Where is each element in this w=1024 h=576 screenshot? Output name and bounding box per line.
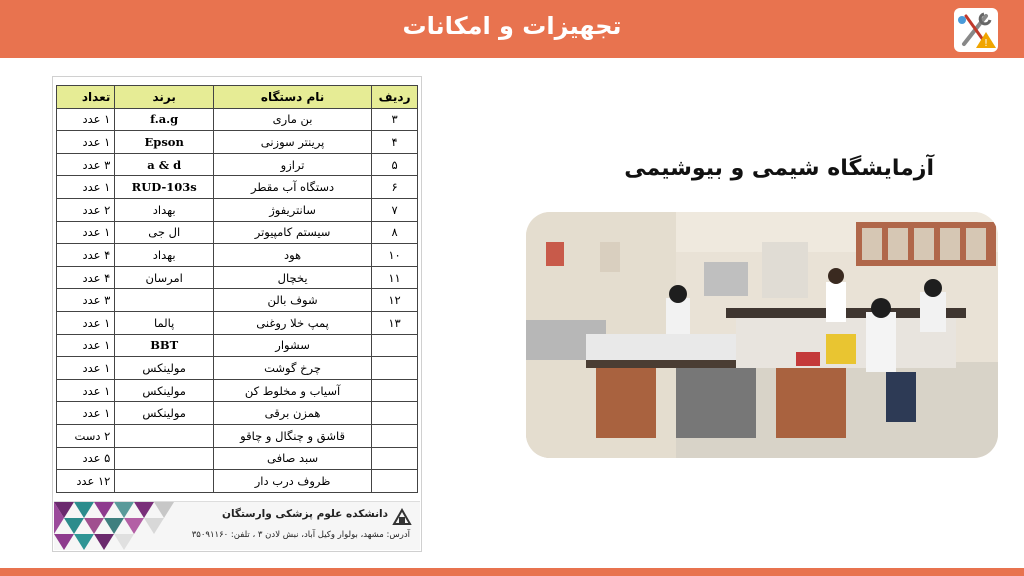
cell-device-name: شوف بالن	[214, 289, 372, 312]
cell-row-number: ۱۲	[372, 289, 418, 312]
cell-brand: a & d	[115, 153, 214, 176]
cell-row-number: ۱۰	[372, 244, 418, 267]
cell-device-name: چرخ گوشت	[214, 357, 372, 380]
cell-row-number	[372, 402, 418, 425]
table-row	[57, 244, 418, 267]
cell-row-number: ۷	[372, 198, 418, 221]
cell-row-number	[372, 379, 418, 402]
cell-quantity: ۱ عدد	[57, 131, 115, 154]
cell-device-name: پرینتر سوزنی	[214, 131, 372, 154]
cell-brand: BBT	[115, 334, 214, 357]
cell-row-number	[372, 424, 418, 447]
cell-brand: مولینکس	[115, 379, 214, 402]
lab-title: آزمایشگاه شیمی و بیوشیمی	[624, 156, 934, 181]
cell-device-name: آسیاب و مخلوط کن	[214, 379, 372, 402]
cell-quantity: ۱ عدد	[57, 357, 115, 380]
cell-quantity: ۱ عدد	[57, 334, 115, 357]
cell-brand: مولینکس	[115, 402, 214, 425]
table-row	[57, 289, 418, 312]
header-brand: برند	[115, 86, 214, 109]
cell-brand: RUD-103s	[115, 176, 214, 199]
table-row	[57, 131, 418, 154]
cell-quantity: ۳ عدد	[57, 153, 115, 176]
cell-brand	[115, 424, 214, 447]
cell-quantity: ۱ عدد	[57, 311, 115, 334]
table-row	[57, 108, 418, 131]
cell-quantity: ۱ عدد	[57, 402, 115, 425]
cell-device-name: همزن برقی	[214, 402, 372, 425]
cell-row-number: ۵	[372, 153, 418, 176]
decorative-pattern	[54, 502, 224, 550]
table-header-row	[57, 86, 418, 109]
table-row	[57, 176, 418, 199]
cell-brand: مولینکس	[115, 357, 214, 380]
university-logo-icon	[392, 506, 412, 526]
table-row	[57, 470, 418, 493]
table-row	[57, 402, 418, 425]
university-banner	[54, 501, 420, 550]
cell-row-number	[372, 470, 418, 493]
cell-brand: امرسان	[115, 266, 214, 289]
equipment-panel	[52, 76, 422, 552]
cell-row-number: ۶	[372, 176, 418, 199]
cell-row-number	[372, 357, 418, 380]
cell-row-number: ۳	[372, 108, 418, 131]
equipment-table	[56, 85, 418, 493]
cell-row-number: ۱۳	[372, 311, 418, 334]
page-title: تجهیزات و امکانات	[402, 12, 622, 40]
cell-row-number	[372, 334, 418, 357]
footer-bar	[0, 568, 1024, 576]
cell-device-name: ظروف درب دار	[214, 470, 372, 493]
table-row	[57, 357, 418, 380]
cell-quantity: ۱۲ عدد	[57, 470, 115, 493]
cell-brand: بهداد	[115, 198, 214, 221]
cell-device-name: قاشق و چنگال و چاقو	[214, 424, 372, 447]
cell-quantity: ۲ دست	[57, 424, 115, 447]
svg-text:!: !	[983, 38, 989, 49]
cell-device-name: یخچال	[214, 266, 372, 289]
cell-quantity: ۱ عدد	[57, 176, 115, 199]
table-row	[57, 424, 418, 447]
header-quantity: تعداد	[57, 86, 115, 109]
cell-brand: بهداد	[115, 244, 214, 267]
cell-row-number: ۸	[372, 221, 418, 244]
table-row	[57, 447, 418, 470]
table-row	[57, 266, 418, 289]
cell-quantity: ۴ عدد	[57, 244, 115, 267]
cell-quantity: ۴ عدد	[57, 266, 115, 289]
cell-quantity: ۱ عدد	[57, 221, 115, 244]
header-row-number: ردیف	[372, 86, 418, 109]
table-row	[57, 311, 418, 334]
cell-device-name: سانتریفوژ	[214, 198, 372, 221]
cell-quantity: ۲ عدد	[57, 198, 115, 221]
table-row	[57, 221, 418, 244]
university-name: دانشکده علوم پزشکی وارستگان	[221, 508, 388, 520]
table-row	[57, 198, 418, 221]
cell-device-name: ترازو	[214, 153, 372, 176]
cell-device-name: دستگاه آب مقطر	[214, 176, 372, 199]
table-row	[57, 334, 418, 357]
cell-brand: f.a.g	[115, 108, 214, 131]
cell-brand: پالما	[115, 311, 214, 334]
cell-device-name: سشوار	[214, 334, 372, 357]
cell-device-name: بن ماری	[214, 108, 372, 131]
table-row	[57, 153, 418, 176]
cell-row-number: ۴	[372, 131, 418, 154]
cell-brand: ال جی	[115, 221, 214, 244]
cell-device-name: سیستم کامپیوتر	[214, 221, 372, 244]
table-row	[57, 379, 418, 402]
tools-warning-icon	[950, 4, 1002, 56]
cell-device-name: هود	[214, 244, 372, 267]
cell-brand	[115, 470, 214, 493]
university-address: آدرس: مشهد، بولوار وکیل آباد، نبش لادن ۳ ، تلفن: ۳۵۰۹۱۱۶۰	[191, 530, 410, 540]
cell-device-name: سبد صافی	[214, 447, 372, 470]
cell-quantity: ۳ عدد	[57, 289, 115, 312]
cell-quantity: ۵ عدد	[57, 447, 115, 470]
cell-quantity: ۱ عدد	[57, 108, 115, 131]
cell-row-number	[372, 447, 418, 470]
cell-brand	[115, 289, 214, 312]
cell-device-name: پمپ خلا روغنی	[214, 311, 372, 334]
cell-row-number: ۱۱	[372, 266, 418, 289]
cell-brand: Epson	[115, 131, 214, 154]
cell-brand	[115, 447, 214, 470]
header-device-name: نام دستگاه	[214, 86, 372, 109]
lab-photo	[526, 212, 998, 458]
cell-quantity: ۱ عدد	[57, 379, 115, 402]
